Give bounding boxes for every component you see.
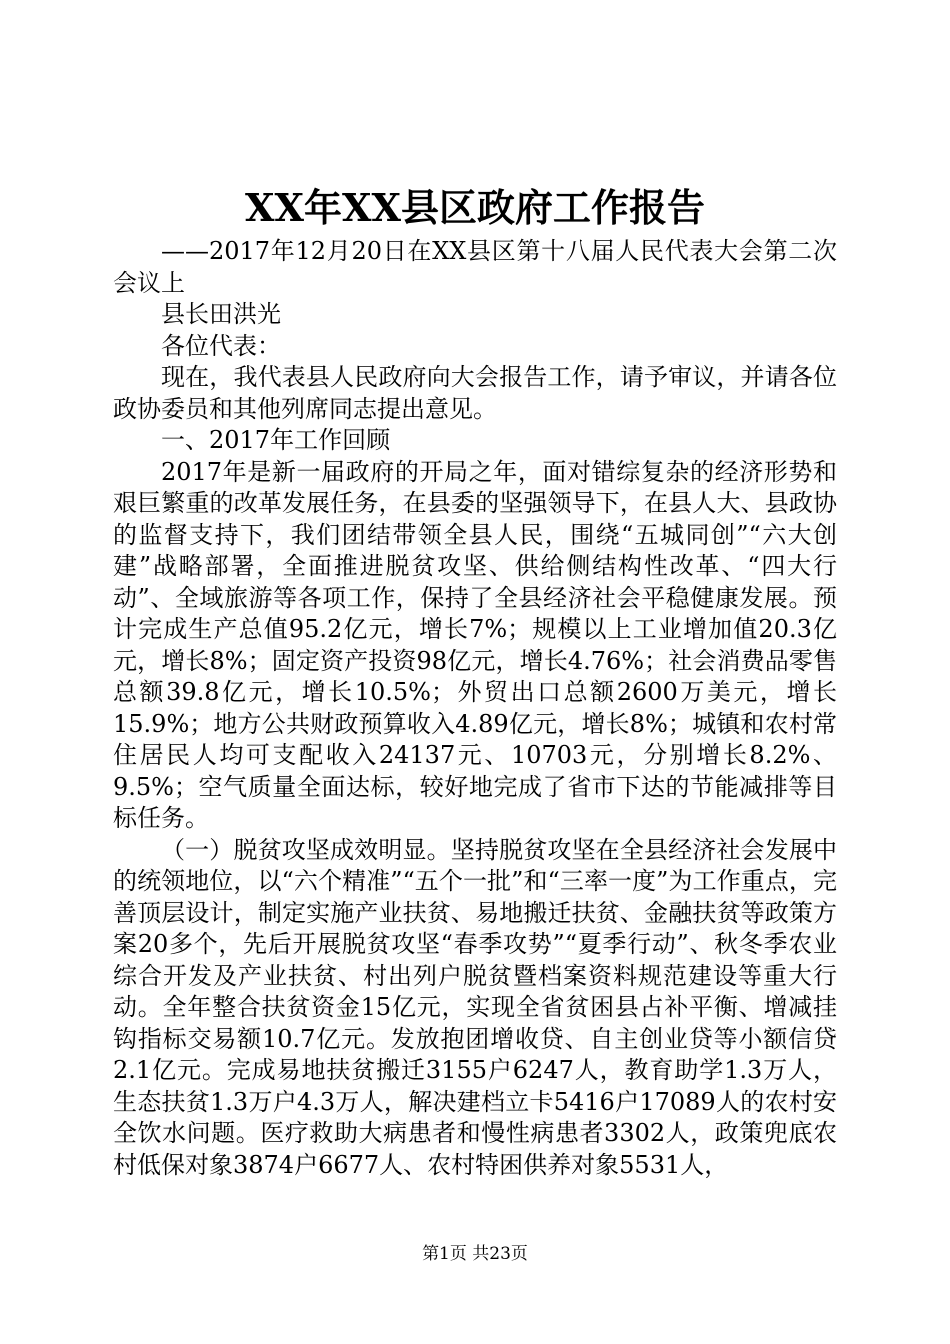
body-paragraph: 2017年是新一届政府的开局之年，面对错综复杂的经济形势和艰巨繁重的改革发展任务，在县委的坚强领导下，在县人大、县政协的监督支持下，我们团结带领全县人民，围绕“五城同创”“六大创建”战略部署，全面推进脱贫攻坚、供给侧结构性改革、“四大行动”、全域旅游等各项工作，保持了全县经济社会平稳健康发展。预计完成生产总值95.2亿元，增长7%；规模以上工业增加值20.3亿元，增长8%；固定资产投资98亿元，增长4.76%；社会消费品零售总额39.8亿元，增长10.5%；外贸出口总额2600万美元，增长15.9%；地方公共财政预算收入4.89亿元，增长8%；城镇和农村常住居民人均可支配收入24137元、10703元，分别增长8.2%、9.5%；空气质量全面达标，较好地完成了省市下达的节能减排等目标任务。 xyxy=(113,457,837,832)
subtitle-line: ——2017年12月20日在XX县区第十八届人民代表大会第二次会议上 xyxy=(113,237,837,297)
document-body xyxy=(113,236,837,1181)
page-number: 第1页 共23页 xyxy=(422,1244,528,1264)
body-paragraph: （一）脱贫攻坚成效明显。坚持脱贫攻坚在全县经济社会发展中的统领地位，以“六个精准”“五个一批”和“三率一度”为工作重点，完善顶层设计，制定实施产业扶贫、易地搬迁扶贫、金融扶贫等政策方案20多个，先后开展脱贫攻坚“春季攻势”“夏季行动”、秋冬季农业综合开发及产业扶贫、村出列户脱贫暨档案资料规范建设等重大行动。全年整合扶贫资金15亿元，实现全省贫困县占补平衡、增减挂钩指标交易额10.7亿元。发放抱团增收贷、自主创业贷等小额信贷2.1亿元。完成易地扶贫搬迁3155户6247人，教育助学1.3万人，生态扶贫1.3万户4.3万人，解决建档立卡5416户17089人的农村安全饮水问题。医疗救助大病患者和慢性病患者3302人，政策兜底农村低保对象3874户6677人、农村特困供养对象5531人， xyxy=(113,835,837,1179)
document-title: XX年XX县区政府工作报告 xyxy=(245,185,705,230)
section-heading: 一、2017年工作回顾 xyxy=(161,426,391,454)
speaker-line: 县长田洪光 xyxy=(161,300,281,328)
intro-paragraph: 现在，我代表县人民政府向大会报告工作，请予审议，并请各位政协委员和其他列席同志提出意见。 xyxy=(113,363,837,423)
salutation: 各位代表： xyxy=(161,331,281,360)
